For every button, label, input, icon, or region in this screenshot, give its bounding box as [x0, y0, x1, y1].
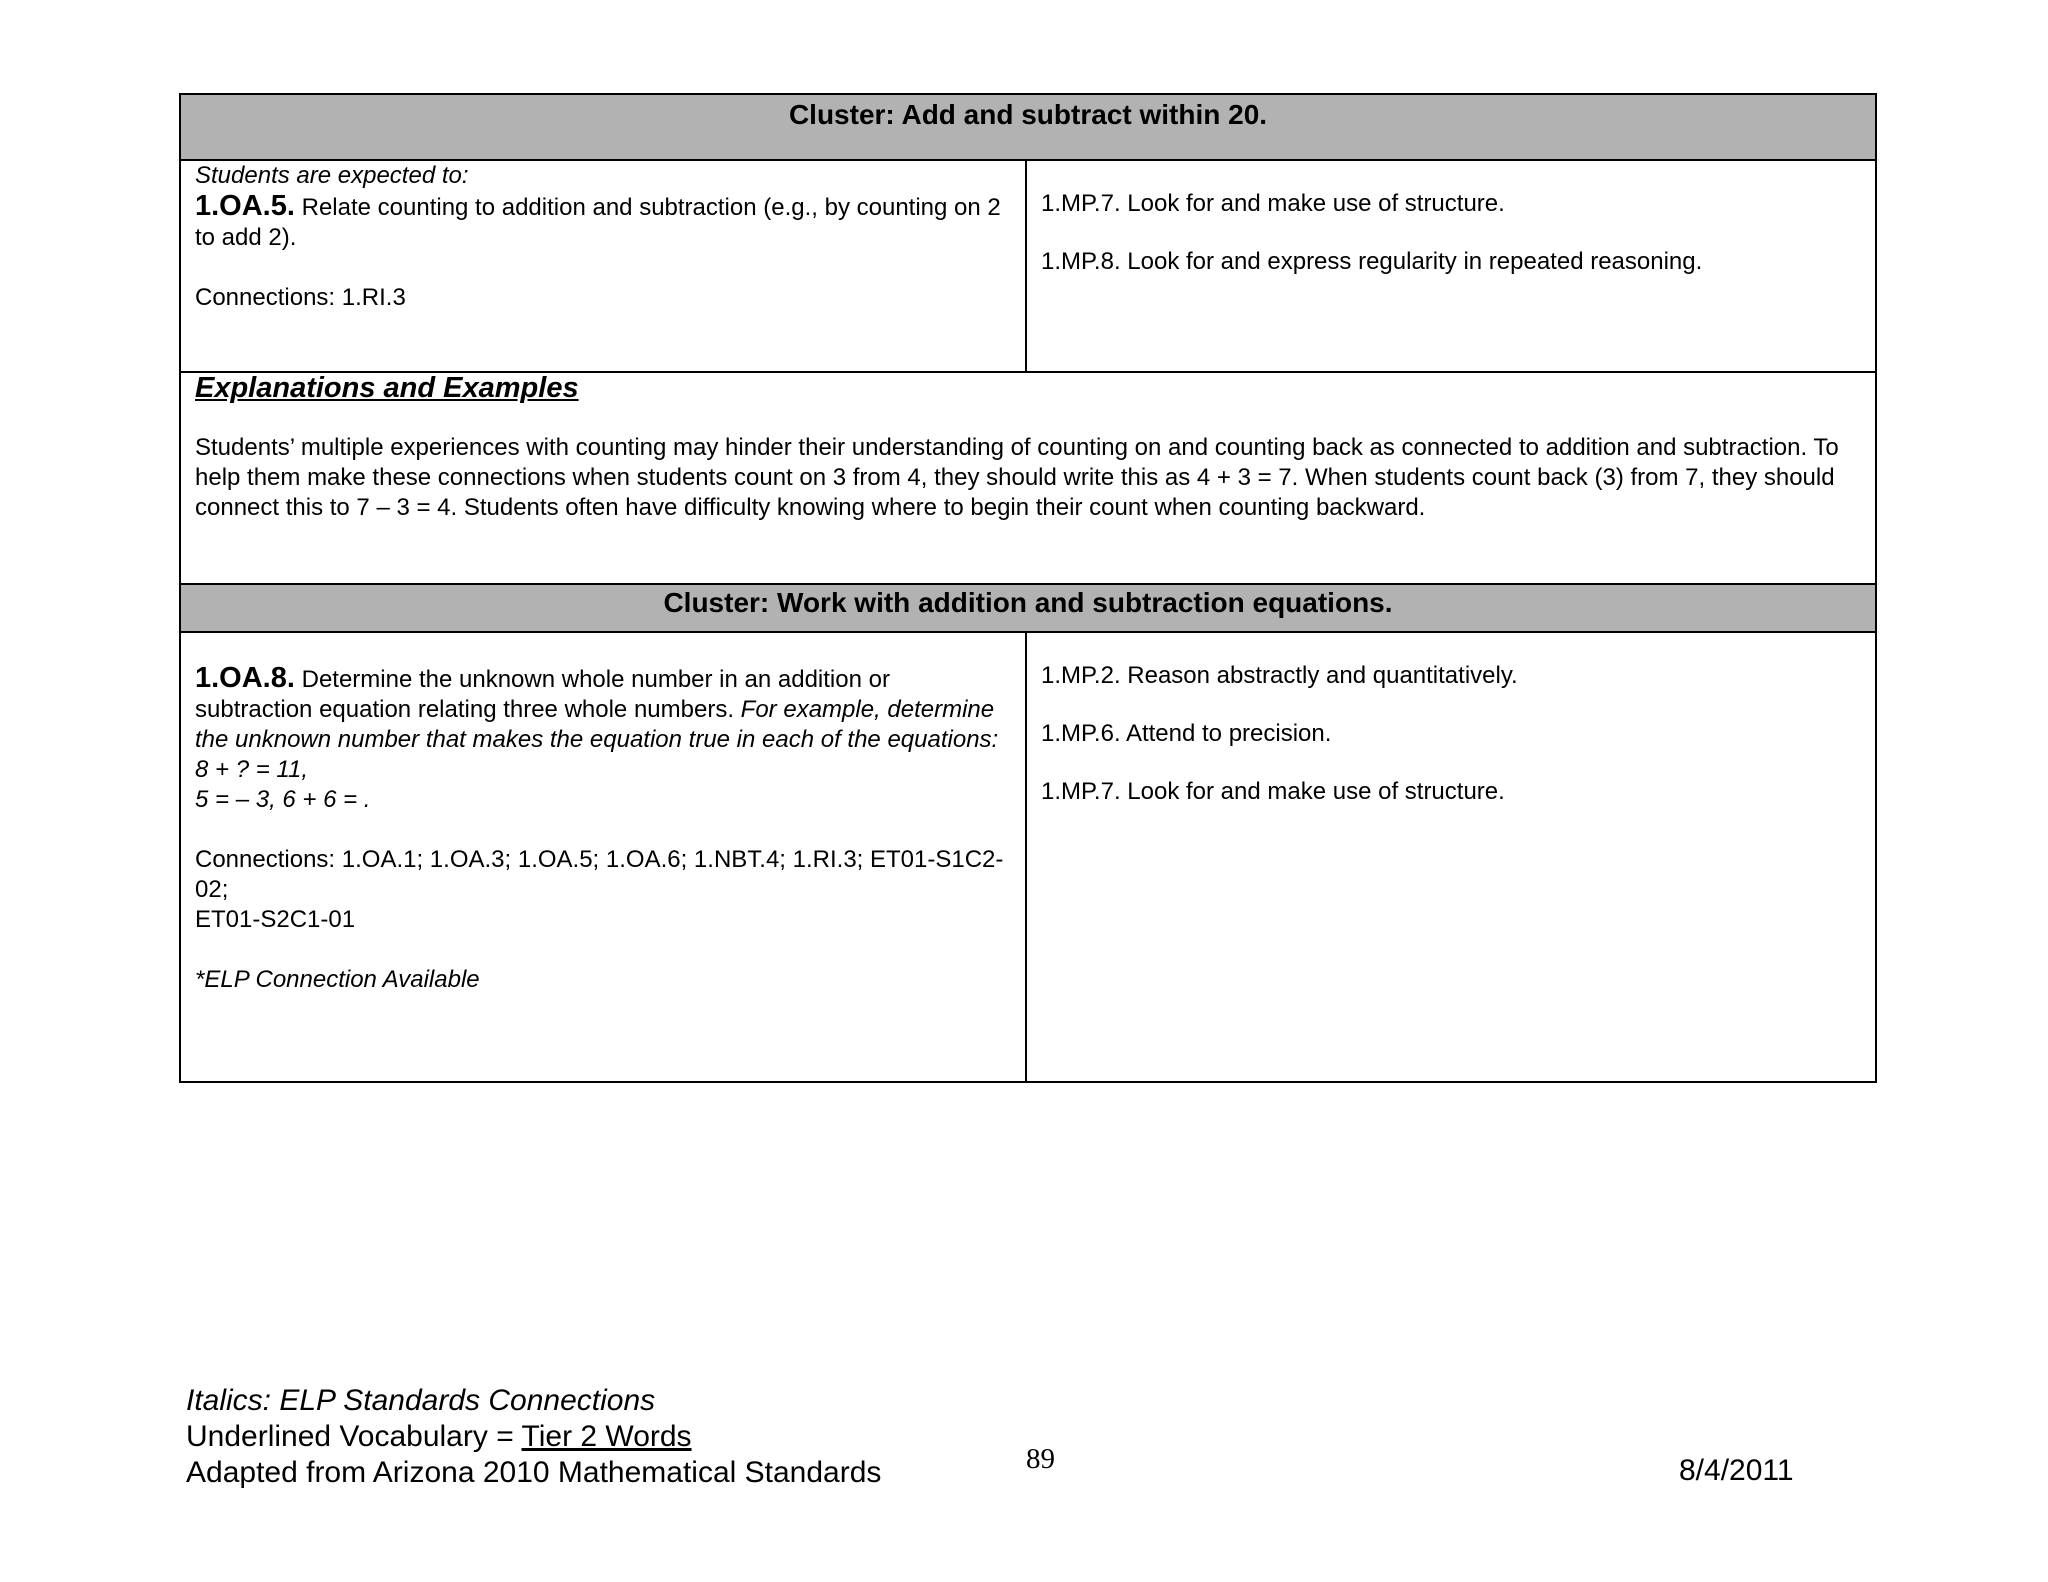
practice-item: 1.MP.2. Reason abstractly and quantitatively.	[1041, 662, 1518, 689]
standard-text	[195, 191, 1011, 253]
practices-cell	[1026, 160, 1876, 372]
cluster-header-row	[180, 94, 1876, 160]
explanations-title: Explanations and Examples	[195, 372, 579, 404]
practice-item: 1.MP.6. Attend to precision.	[1041, 720, 1332, 747]
footer-source: Adapted from Arizona 2010 Mathematical Standards	[186, 1456, 882, 1489]
page-number: 89	[1026, 1443, 1055, 1475]
standard-cell	[180, 632, 1026, 1082]
standard-code: 1.OA.5.	[195, 190, 295, 222]
practice-item: 1.MP.7. Look for and make use of structure.	[1041, 190, 1505, 217]
standard-text	[195, 663, 1011, 785]
standard-cell	[180, 160, 1026, 372]
explanations-cell	[180, 372, 1876, 584]
footer-legend	[186, 1383, 881, 1491]
footer-italics-note: Italics: ELP Standards Connections	[186, 1384, 656, 1417]
practice-item: 1.MP.8. Look for and express regularity in repeated reasoning.	[1041, 248, 1703, 275]
example-text: For example, determine the unknown number that makes the equation true in each of the equations: 8 + ? = 11,	[195, 696, 999, 783]
cluster-title: Cluster: Add and subtract within 20.	[180, 94, 1876, 160]
connections-text: Connections: 1.RI.3	[195, 284, 406, 311]
footer-underline-label: Underlined Vocabulary =	[186, 1420, 522, 1453]
standards-table	[179, 93, 1877, 1083]
footer-date: 8/4/2011	[1679, 1454, 1794, 1487]
footer-tier2-words: Tier 2 Words	[521, 1420, 692, 1453]
standard-row	[180, 632, 1876, 1082]
explanations-text: Students’ multiple experiences with counting may hinder their understanding of counting on and counting back as connected to addition and subtraction. To help them make these connections when students count on 3 from 4, they should write this as 4 + 3 = 7. When students count back (3) from 7, they should connect this to 7 – 3 = 4. Students often have difficulty knowing where to begin their count when counting backward.	[195, 434, 1839, 521]
connections-text-2: ET01-S2C1-01	[195, 906, 356, 933]
footer-underline-note	[186, 1419, 881, 1455]
explanations-row	[180, 372, 1876, 584]
practice-item: 1.MP.7. Look for and make use of structure.	[1041, 778, 1505, 805]
cluster-title: Cluster: Work with addition and subtraction equations.	[180, 584, 1876, 632]
standard-description: Determine the unknown whole number in an addition or subtraction equation relating three whole numbers.	[195, 666, 890, 723]
practices-cell	[1026, 632, 1876, 1082]
example-equations: 5 = – 3, 6 + 6 = .	[195, 786, 371, 813]
cluster-header-row	[180, 584, 1876, 632]
elp-connection-note: *ELP Connection Available	[195, 966, 480, 993]
connections-text: Connections: 1.OA.1; 1.OA.3; 1.OA.5; 1.OA.6; 1.NBT.4; 1.RI.3; ET01-S1C2-02;	[195, 846, 1004, 903]
standard-description: Relate counting to addition and subtraction (e.g., by counting on 2 to add 2).	[195, 194, 1001, 251]
standard-code: 1.OA.8.	[195, 662, 295, 694]
intro-text: Students are expected to:	[195, 162, 469, 189]
standard-row	[180, 160, 1876, 372]
